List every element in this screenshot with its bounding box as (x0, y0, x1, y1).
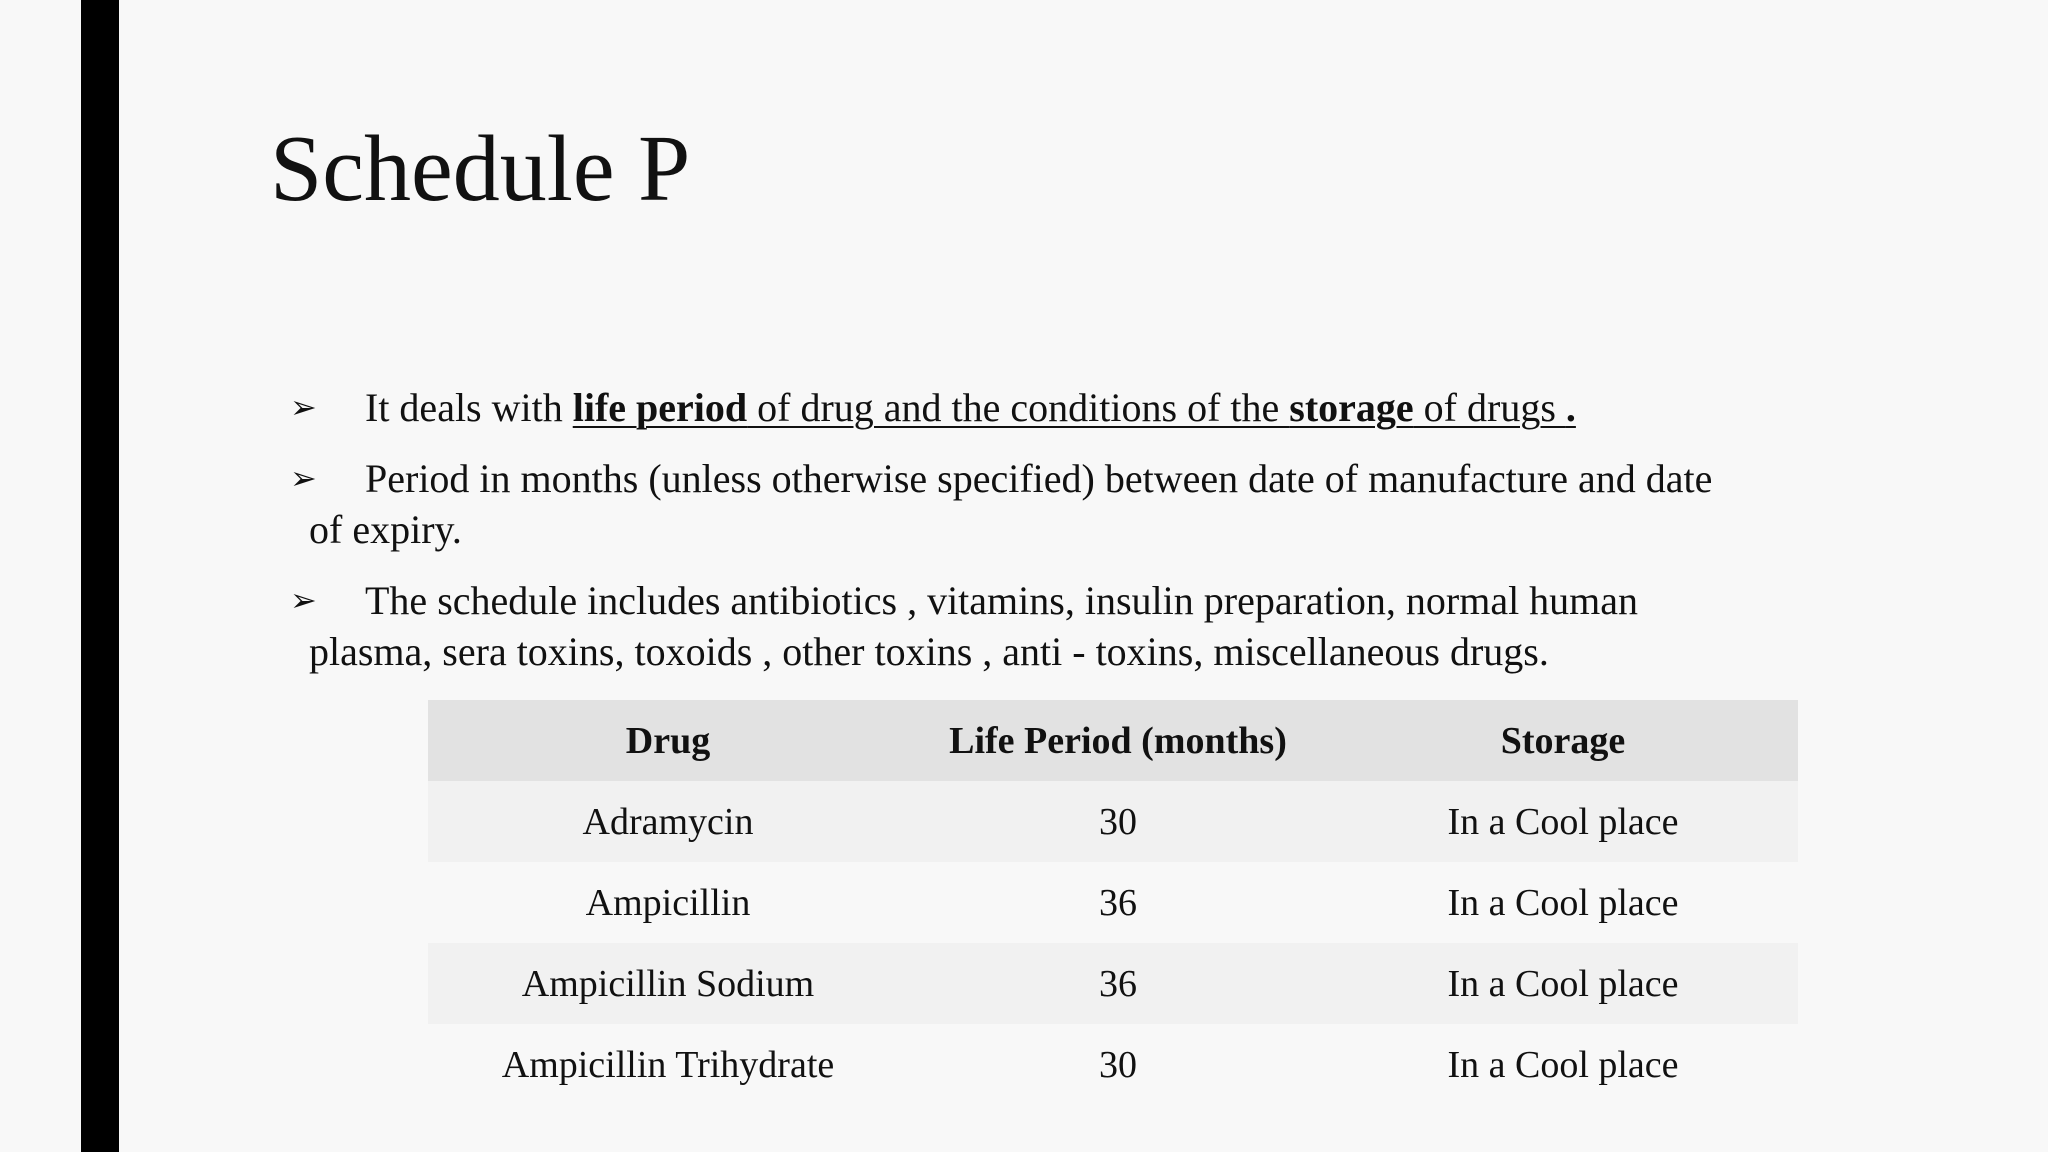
cell-drug: Ampicillin Sodium (428, 943, 908, 1024)
emphasis-storage: storage (1289, 385, 1414, 430)
cell-storage: In a Cool place (1328, 1024, 1798, 1105)
cell-life-period: 36 (908, 943, 1328, 1024)
cell-life-period: 30 (908, 1024, 1328, 1105)
bullet-item (290, 575, 1830, 677)
bullet-text-segment: It deals with (365, 385, 573, 430)
cell-drug: Ampicillin (428, 862, 908, 943)
bullet-text-segment: of drug and the conditions of the (747, 385, 1290, 430)
table-row (428, 943, 1798, 1024)
column-header-life-period: Life Period (months) (908, 700, 1328, 781)
cell-drug: Adramycin (428, 781, 908, 862)
bullet-text-segment: of drugs (1413, 385, 1566, 430)
table-row (428, 781, 1798, 862)
left-accent-bar (81, 0, 119, 1152)
table-row (428, 862, 1798, 943)
arrow-bullet-icon: ➢ (290, 581, 317, 619)
cell-storage: In a Cool place (1328, 943, 1798, 1024)
bullet-text-continuation: of expiry. (309, 507, 462, 552)
bullet-text-continuation: plasma, sera toxins, toxoids , other toxins , anti - toxins, miscellaneous drugs. (309, 629, 1549, 674)
cell-drug: Ampicillin Trihydrate (428, 1024, 908, 1105)
cell-life-period: 36 (908, 862, 1328, 943)
cell-storage: In a Cool place (1328, 862, 1798, 943)
column-header-storage: Storage (1328, 700, 1798, 781)
table-row (428, 1024, 1798, 1105)
bullet-text-line: Period in months (unless otherwise specified) between date of manufacture and date (365, 456, 1713, 501)
column-header-drug: Drug (428, 700, 908, 781)
cell-life-period: 30 (908, 781, 1328, 862)
slide-title: Schedule P (270, 117, 691, 221)
cell-storage: In a Cool place (1328, 781, 1798, 862)
bullet-item (290, 453, 1830, 555)
bullet-list (290, 382, 1830, 697)
bullet-text-period: . (1565, 385, 1576, 430)
drug-table (428, 700, 1798, 1105)
emphasis-life-period: life period (572, 385, 748, 430)
bullet-text-line: The schedule includes antibiotics , vitamins, insulin preparation, normal human (365, 578, 1639, 623)
table-header-row (428, 700, 1798, 781)
arrow-bullet-icon: ➢ (290, 459, 317, 497)
bullet-item (290, 382, 1830, 433)
bullet-text (290, 382, 1830, 433)
arrow-bullet-icon: ➢ (290, 388, 317, 426)
